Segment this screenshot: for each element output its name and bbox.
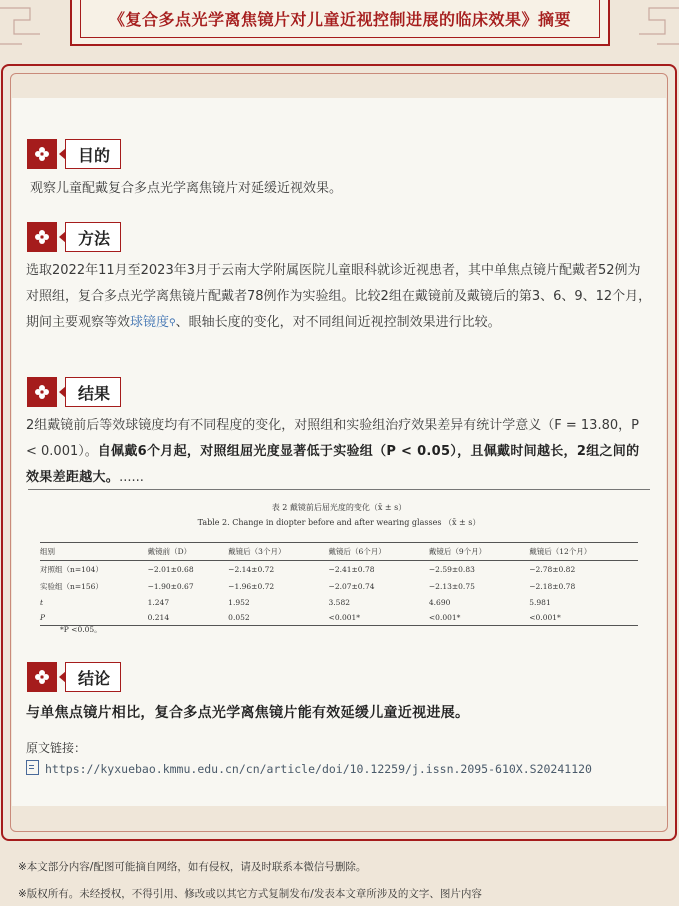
table-cell: 对照组（n=104） — [40, 565, 103, 574]
section-header-result — [27, 377, 121, 407]
copyright-text: ※版权所有。未经授权，不得引用、修改或以其它方式复制发布/发表本文章所涉及的文字、图片内容 — [18, 888, 482, 900]
table-cell: t — [40, 598, 44, 607]
method-text-before: 选取2022年11月至2023年3月于云南大学附属医院儿童眼科就诊近视患者，其中单焦点镜片配戴者52例为对照组，复合多点光学离焦镜片配戴者78例作为实验组。比较2组在戴镜前及戴镜后的第3、6、9、12个月，期间主要观察等效 — [26, 263, 652, 330]
table-cell: P — [40, 610, 148, 626]
document-icon — [26, 760, 39, 775]
table-cell: −2.18±0.78 — [529, 582, 576, 591]
method-text — [26, 258, 652, 336]
section-header-conclusion — [27, 662, 121, 692]
table-cell: 0.052 — [228, 610, 328, 626]
table-header: 组别 — [40, 543, 148, 561]
table-cell: −2.01±0.68 — [147, 565, 194, 574]
table-cell: −2.14±0.72 — [228, 565, 275, 574]
table-cell: 5.981 — [529, 598, 551, 607]
table-cell: 1.952 — [228, 598, 250, 607]
table-cell: −2.78±0.82 — [529, 565, 576, 574]
table-cell: 4.690 — [428, 598, 451, 607]
result-ellipsis: ...... — [119, 470, 144, 485]
source-label: 原文链接： — [26, 741, 87, 755]
table-cell: 1.247 — [147, 598, 170, 607]
table-cell: −2.41±0.78 — [328, 565, 375, 574]
table-header: 戴镜后（6个月） — [329, 543, 429, 561]
table-cell: −2.59±0.83 — [428, 565, 475, 574]
section-title: 结论 — [65, 662, 121, 692]
method-text-after: 、眼轴长度的变化，对不同组间近视控制效果进行比较。 — [175, 315, 501, 330]
title-banner — [70, 0, 610, 46]
table-row — [40, 610, 638, 626]
section-title: 结果 — [65, 377, 121, 407]
table-caption-en: Table 2. Change in diopter before and after wearing glasses （x̄ ± s） — [197, 518, 481, 527]
result-text — [26, 413, 652, 491]
data-table — [40, 542, 638, 626]
result-text-normal: 2组戴镜前后等效球镜度均有不同程度的变化，对照组和实验组治疗效果差异有统计学意义（F = 13.80，P < 0.001）。 — [26, 418, 639, 459]
source-url[interactable]: https://kyxuebao.kmmu.edu.cn/cn/article/doi/10.12259/j.issn.2095-610X.S20241120 — [45, 762, 592, 776]
table-header: 戴镜前（D） — [148, 543, 229, 561]
table-header: 戴镜后（12个月） — [529, 543, 638, 561]
table-cell: 0.214 — [148, 610, 229, 626]
result-text-bold: 自佩戴6个月起，对照组屈光度显著低于实验组（P < 0.05），且佩戴时间越长，2组之间的效果差距越大。 — [26, 444, 640, 485]
table-cell: −1.96±0.72 — [228, 582, 275, 591]
page-title: 《复合多点光学离焦镜片对儿童近视控制进展的临床效果》摘要 — [108, 10, 571, 29]
purpose-text: 观察儿童配戴复合多点光学离焦镜片对延缓近视效果。 — [30, 181, 343, 196]
table-header: 戴镜后（9个月） — [429, 543, 529, 561]
ornament-right — [639, 0, 679, 60]
section-title: 目的 — [65, 139, 121, 169]
table-cell: −1.90±0.67 — [147, 582, 194, 591]
section-header-method — [27, 222, 121, 252]
table-cell: 实验组（n=156） — [40, 582, 103, 591]
term-link[interactable]: 球镜度 — [130, 315, 170, 330]
table-row — [40, 595, 638, 610]
search-icon[interactable]: ⚲ — [169, 318, 176, 328]
section-header-purpose — [27, 139, 121, 169]
table-header: 戴镜后（3个月） — [228, 543, 328, 561]
ornament-left — [0, 0, 40, 60]
flower-icon — [27, 222, 57, 252]
conclusion-text: 与单焦点镜片相比，复合多点光学离焦镜片能有效延缓儿童近视进展。 — [26, 705, 470, 721]
table-cell: <0.001* — [429, 610, 529, 626]
results-table-figure — [28, 489, 650, 638]
table-caption-cn: 表 2 戴镜前后屈光度的变化（x̄ ± s） — [271, 503, 407, 512]
flower-icon — [27, 662, 57, 692]
table-cell: <0.001* — [329, 610, 429, 626]
table-note: *P <0.05。 — [60, 625, 102, 634]
section-title: 方法 — [65, 222, 121, 252]
flower-icon — [27, 377, 57, 407]
table-cell: <0.001* — [529, 610, 638, 626]
flower-icon — [27, 139, 57, 169]
disclaimer-text: ※本文部分内容/配图可能摘自网络，如有侵权，请及时联系本微信号删除。 — [18, 861, 367, 873]
table-row — [40, 561, 638, 579]
table-cell: 3.582 — [328, 598, 351, 607]
table-cell: −2.13±0.75 — [428, 582, 475, 591]
source-link[interactable] — [26, 756, 626, 782]
table-cell: −2.07±0.74 — [328, 582, 375, 591]
table-row — [40, 578, 638, 595]
